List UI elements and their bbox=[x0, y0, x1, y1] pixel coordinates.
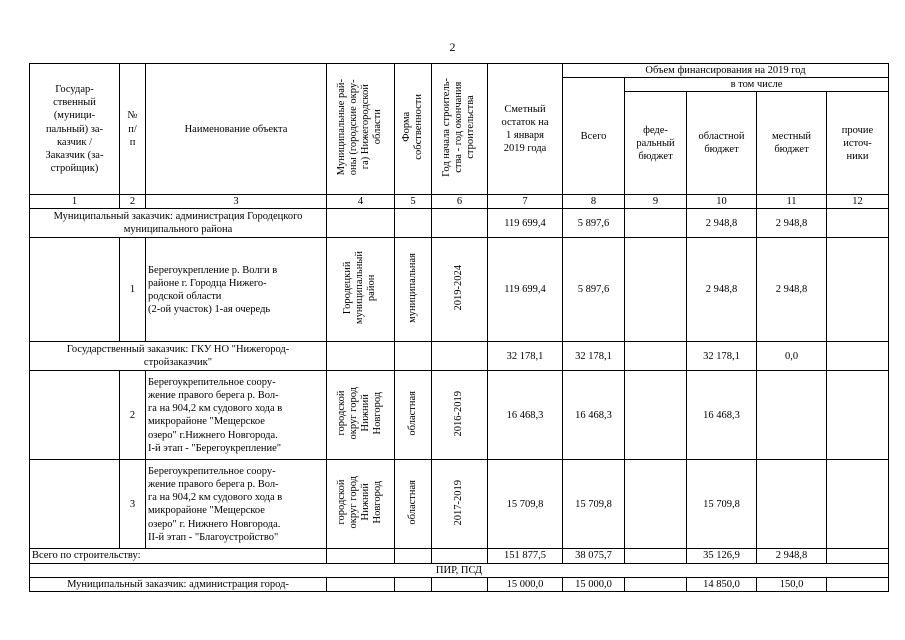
column-number: 4 bbox=[327, 195, 395, 209]
section-row bbox=[30, 563, 889, 577]
estimate-balance-value: 119 699,4 bbox=[488, 209, 563, 238]
header-years: Год начала строитель- ства - год окончания строительства bbox=[441, 77, 477, 177]
regional-value: 32 178,1 bbox=[687, 342, 757, 371]
header-funding-title: Объем финансирования на 2019 год bbox=[563, 64, 889, 78]
row-number: 3 bbox=[120, 460, 146, 549]
estimate-balance-value: 15 709,8 bbox=[488, 460, 563, 549]
ownership: областная bbox=[406, 480, 418, 525]
table-row bbox=[30, 371, 889, 460]
header-customer: Государ- ственный (муници- пальный) за- казчик / Заказчик (за- стройщик) bbox=[30, 64, 120, 195]
header-other: прочие источ- ники bbox=[827, 92, 889, 195]
ownership: муниципальная bbox=[406, 252, 418, 323]
column-number: 11 bbox=[757, 195, 827, 209]
table-row-total bbox=[30, 549, 889, 563]
years-cell bbox=[432, 371, 488, 460]
district: Городецкий муниципальный район bbox=[342, 251, 378, 325]
header-federal: феде- ральный бюджет bbox=[625, 92, 687, 195]
local-value: 2 948,8 bbox=[757, 238, 827, 342]
page-number: 2 bbox=[449, 40, 456, 54]
header-local: местный бюджет bbox=[757, 92, 827, 195]
total-value: 38 075,7 bbox=[563, 549, 625, 563]
total-value: 5 897,6 bbox=[563, 238, 625, 342]
header-number: № п/ п bbox=[120, 64, 146, 195]
header-years-cell bbox=[432, 64, 488, 195]
ownership-cell bbox=[395, 371, 432, 460]
total-value: 15 709,8 bbox=[563, 460, 625, 549]
table-row bbox=[30, 342, 889, 371]
total-value: 16 468,3 bbox=[563, 371, 625, 460]
column-number: 1 bbox=[30, 195, 120, 209]
estimate-balance-value: 32 178,1 bbox=[488, 342, 563, 371]
table-row bbox=[30, 577, 889, 591]
local-value: 2 948,8 bbox=[757, 209, 827, 238]
regional-value: 2 948,8 bbox=[687, 238, 757, 342]
table-row bbox=[30, 238, 889, 342]
local-value: 0,0 bbox=[757, 342, 827, 371]
total-value: 5 897,6 bbox=[563, 209, 625, 238]
column-number-row bbox=[30, 195, 889, 209]
district: городской округ город Нижний Новгород bbox=[336, 476, 384, 529]
regional-value: 35 126,9 bbox=[687, 549, 757, 563]
municipal-customer-label: Муниципальный заказчик: администрация город- bbox=[30, 577, 327, 591]
column-number: 2 bbox=[120, 195, 146, 209]
header-ownership: Форма собственности bbox=[400, 94, 424, 160]
header-district: Муниципальные рай- оны (городские окру- га) Нижегородской области bbox=[336, 78, 384, 176]
object-name: Берегоукрепление р. Волги в районе г. Городца Нижего- родской области (2-ой участок) 1-ая очередь bbox=[146, 238, 327, 342]
district: городской округ город Нижний Новгород bbox=[336, 387, 384, 440]
construction-years: 2017-2019 bbox=[453, 479, 465, 526]
column-number: 12 bbox=[827, 195, 889, 209]
construction-total-label: Всего по строительству: bbox=[30, 549, 327, 563]
header-ownership-cell bbox=[395, 64, 432, 195]
header-regional: областной бюджет bbox=[687, 92, 757, 195]
total-value: 15 000,0 bbox=[563, 577, 625, 591]
section-title: ПИР, ПСД bbox=[30, 563, 889, 577]
column-number: 7 bbox=[488, 195, 563, 209]
estimate-balance-value: 119 699,4 bbox=[488, 238, 563, 342]
column-number: 5 bbox=[395, 195, 432, 209]
header-including: в том числе bbox=[625, 78, 889, 92]
regional-value: 14 850,0 bbox=[687, 577, 757, 591]
header-estimate-balance: Сметный остаток на 1 января 2019 года bbox=[488, 64, 563, 195]
header-object-name: Наименование объекта bbox=[146, 64, 327, 195]
district-cell bbox=[327, 371, 395, 460]
ownership-cell bbox=[395, 460, 432, 549]
construction-years: 2016-2019 bbox=[453, 390, 465, 437]
regional-value: 2 948,8 bbox=[687, 209, 757, 238]
district-cell bbox=[327, 460, 395, 549]
row-number: 2 bbox=[120, 371, 146, 460]
estimate-balance-value: 15 000,0 bbox=[488, 577, 563, 591]
local-value: 2 948,8 bbox=[757, 549, 827, 563]
estimate-balance-value: 151 877,5 bbox=[488, 549, 563, 563]
column-number: 8 bbox=[563, 195, 625, 209]
column-number: 3 bbox=[146, 195, 327, 209]
years-cell bbox=[432, 460, 488, 549]
column-number: 6 bbox=[432, 195, 488, 209]
state-customer-label: Государственный заказчик: ГКУ НО "Нижегород- стройзаказчик" bbox=[30, 342, 327, 371]
regional-value: 16 468,3 bbox=[687, 371, 757, 460]
header-district-cell bbox=[327, 64, 395, 195]
object-name: Берегоукрепительное соору- жение правого берега р. Вол- га на 904,2 км судового хода в микрорайоне "Мещерское озеро" г. Нижнего Новгорода. II-й этап - "Благоустройство" bbox=[146, 460, 327, 549]
row-number: 1 bbox=[120, 238, 146, 342]
table-row bbox=[30, 209, 889, 238]
estimate-balance-value: 16 468,3 bbox=[488, 371, 563, 460]
regional-value: 15 709,8 bbox=[687, 460, 757, 549]
municipal-customer-label: Муниципальный заказчик: администрация Городецкого муниципального района bbox=[30, 209, 327, 238]
district-cell bbox=[327, 238, 395, 342]
object-name: Берегоукрепительное соору- жение правого берега р. Вол- га на 904,2 км судового хода в микрорайоне "Мещерское озеро" г.Нижнего Новгорода. I-й этап - "Берегоукрепление" bbox=[146, 371, 327, 460]
ownership: областная bbox=[406, 391, 418, 436]
total-value: 32 178,1 bbox=[563, 342, 625, 371]
financing-table bbox=[29, 63, 889, 592]
years-cell bbox=[432, 238, 488, 342]
local-value: 150,0 bbox=[757, 577, 827, 591]
construction-years: 2019-2024 bbox=[453, 265, 465, 311]
column-number: 10 bbox=[687, 195, 757, 209]
table-row bbox=[30, 460, 889, 549]
header-total: Всего bbox=[563, 78, 625, 195]
column-number: 9 bbox=[625, 195, 687, 209]
ownership-cell bbox=[395, 238, 432, 342]
